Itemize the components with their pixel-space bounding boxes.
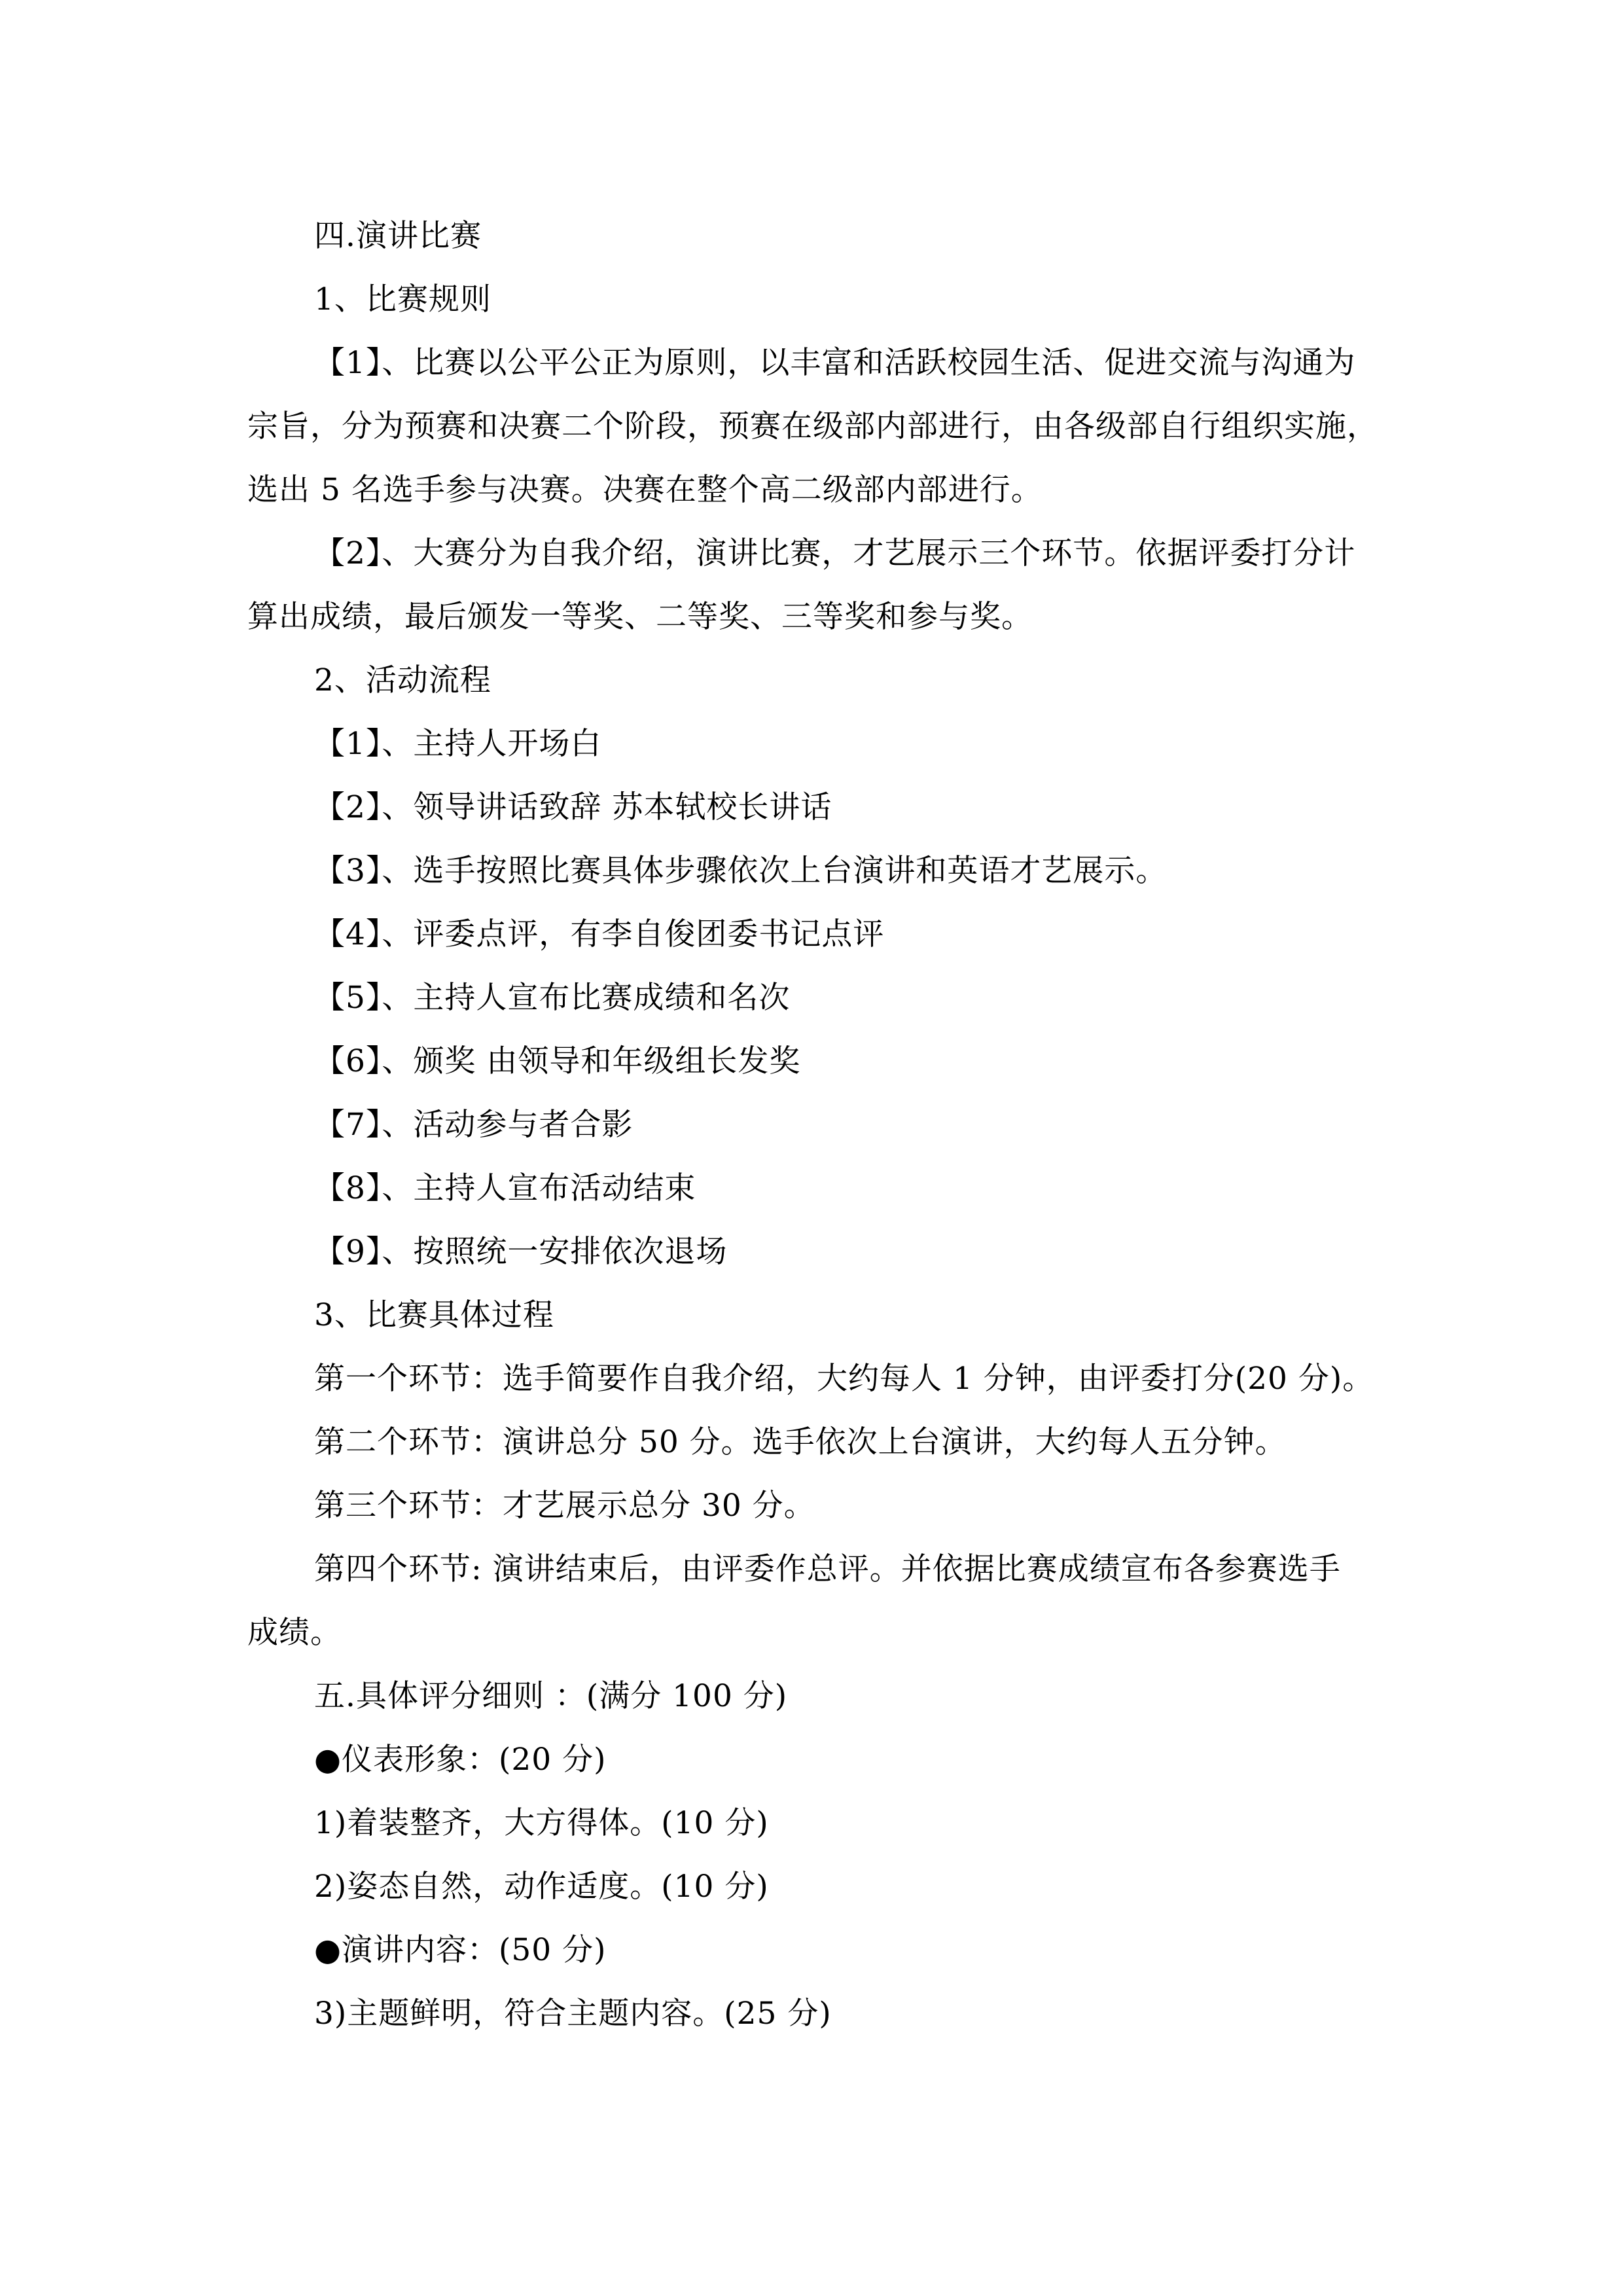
list-item: 【8】、主持人宣布活动结束 (314, 1170, 696, 1206)
paragraph-line: 选出 5 名选手参与决赛。决赛在整个高二级部内部进行。 (247, 472, 1043, 508)
paragraph-line: 第四个环节: 演讲结束后，由评委作总评。并依据比赛成绩宣布各参赛选手 (314, 1551, 1341, 1587)
subsection-heading: 3、比赛具体过程 (314, 1297, 554, 1333)
section-heading: 四.演讲比赛 (314, 218, 482, 254)
criteria-item: 1)着装整齐，大方得体。(10 分) (314, 1805, 769, 1841)
paragraph-line: 第三个环节：才艺展示总分 30 分。 (314, 1488, 815, 1524)
paragraph-line: 【2】、大赛分为自我介绍，演讲比赛，才艺展示三个环节。依据评委打分计 (314, 535, 1356, 571)
paragraph-line: 第二个环节：演讲总分 50 分。选手依次上台演讲，大约每人五分钟。 (314, 1424, 1287, 1460)
paragraph-line: 第一个环节：选手简要作自我介绍，大约每人 1 分钟，由评委打分(20 分)。 (314, 1361, 1374, 1397)
criteria-heading: ●仪表形象：(20 分) (314, 1742, 607, 1778)
subsection-heading: 2、活动流程 (314, 662, 491, 698)
list-item: 【2】、领导讲话致辞 苏本轼校长讲话 (314, 789, 832, 825)
list-item: 【1】、主持人开场白 (314, 726, 602, 762)
section-heading: 五.具体评分细则 ：(满分 100 分) (314, 1678, 788, 1714)
list-item: 【6】、颁奖 由领导和年级组长发奖 (314, 1043, 801, 1079)
subsection-heading: 1、比赛规则 (314, 281, 491, 317)
criteria-item: 3)主题鲜明，符合主题内容。(25 分) (314, 1996, 832, 2032)
list-item: 【7】、活动参与者合影 (314, 1107, 633, 1143)
list-item: 【5】、主持人宣布比赛成绩和名次 (314, 980, 791, 1016)
criteria-item: 2)姿态自然，动作适度。(10 分) (314, 1869, 769, 1905)
document-body (0, 204, 1623, 2045)
criteria-heading: ●演讲内容：(50 分) (314, 1932, 607, 1968)
list-item: 【4】、评委点评，有李自俊团委书记点评 (314, 916, 885, 952)
paragraph-line: 算出成绩，最后颁发一等奖、二等奖、三等奖和参与奖。 (247, 599, 1033, 635)
paragraph-line: 宗旨，分为预赛和决赛二个阶段，预赛在级部内部进行，由各级部自行组织实施， (247, 408, 1378, 444)
list-item: 【3】、选手按照比赛具体步骤依次上台演讲和英语才艺展示。 (314, 853, 1168, 889)
paragraph-line: 成绩。 (247, 1615, 342, 1651)
list-item: 【9】、按照统一安排依次退场 (314, 1234, 728, 1270)
paragraph-line: 【1】、比赛以公平公正为原则，以丰富和活跃校园生活、促进交流与沟通为 (314, 345, 1356, 381)
